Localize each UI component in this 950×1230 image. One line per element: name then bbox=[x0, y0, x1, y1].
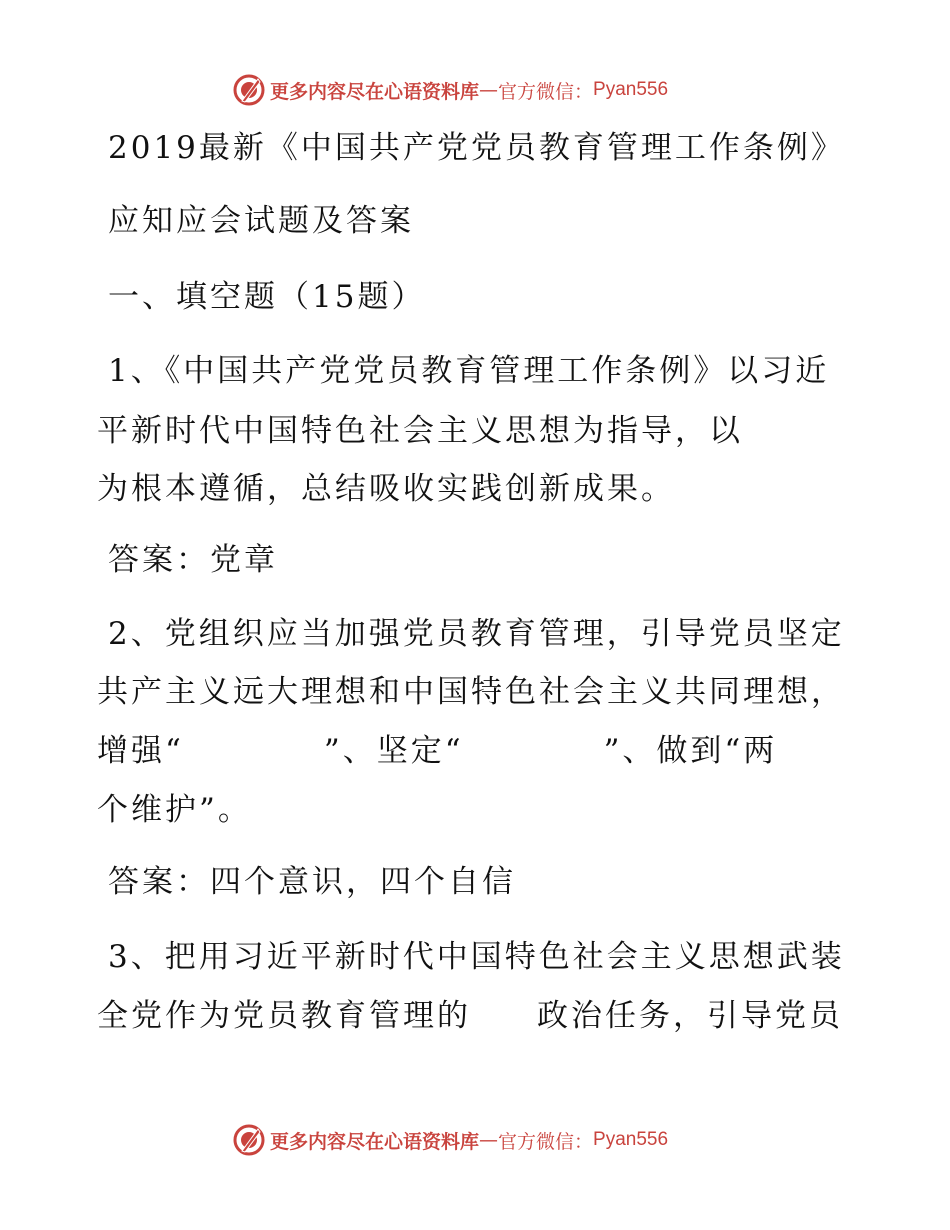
q2-answer: 答案：四个意识，四个自信 bbox=[108, 864, 516, 900]
document-title-line-1: 2019最新《中国共产党党员教育管理工作条例》 bbox=[108, 130, 845, 166]
quill-seal-icon bbox=[232, 1123, 266, 1157]
q3-line-2-part-a: 全党作为党员教育管理的 bbox=[97, 998, 471, 1034]
watermark-brand: 更多内容尽在心语资料库 bbox=[270, 80, 480, 103]
q2-line-3-part-a: 增强“ bbox=[97, 733, 184, 769]
q3-line-2 bbox=[97, 996, 843, 1036]
watermark-wechat-id: Pyan556 bbox=[593, 79, 669, 100]
q2-line-2: 共产主义远大理想和中国特色社会主义共同理想， bbox=[97, 674, 845, 710]
q3-line-1: 3、把用习近平新时代中国特色社会主义思想武装 bbox=[108, 939, 845, 975]
watermark-wechat-label: 官方微信： bbox=[498, 80, 594, 103]
watermark-dash: — bbox=[479, 79, 499, 101]
quill-seal-icon bbox=[232, 73, 266, 107]
q1-answer: 答案：党章 bbox=[108, 542, 278, 578]
q2-line-3 bbox=[97, 731, 777, 771]
q2-line-3-part-b: ”、坚定“ bbox=[323, 733, 464, 769]
watermark-footer bbox=[232, 1122, 668, 1158]
q2-line-3-part-c: ”、做到“两 bbox=[603, 733, 778, 769]
document-title-line-2: 应知应会试题及答案 bbox=[108, 203, 414, 239]
q1-line-1: 1、《中国共产党党员教育管理工作条例》以习近 bbox=[108, 353, 830, 389]
watermark-brand: 更多内容尽在心语资料库 bbox=[270, 1130, 480, 1153]
watermark-wechat-id: Pyan556 bbox=[593, 1129, 669, 1150]
watermark-header bbox=[232, 72, 668, 108]
q1-line-2: 平新时代中国特色社会主义思想为指导，以 bbox=[97, 413, 743, 449]
q2-line-4: 个维护”。 bbox=[97, 792, 252, 828]
section-heading: 一、填空题（15题） bbox=[108, 279, 426, 315]
q3-line-2-part-b: 政治任务，引导党员 bbox=[537, 998, 843, 1034]
q1-line-3: 为根本遵循，总结吸收实践创新成果。 bbox=[97, 471, 675, 507]
watermark-wechat-label: 官方微信： bbox=[498, 1130, 594, 1153]
q2-line-1: 2、党组织应当加强党员教育管理，引导党员坚定 bbox=[108, 616, 845, 652]
watermark-dash: — bbox=[479, 1129, 499, 1151]
